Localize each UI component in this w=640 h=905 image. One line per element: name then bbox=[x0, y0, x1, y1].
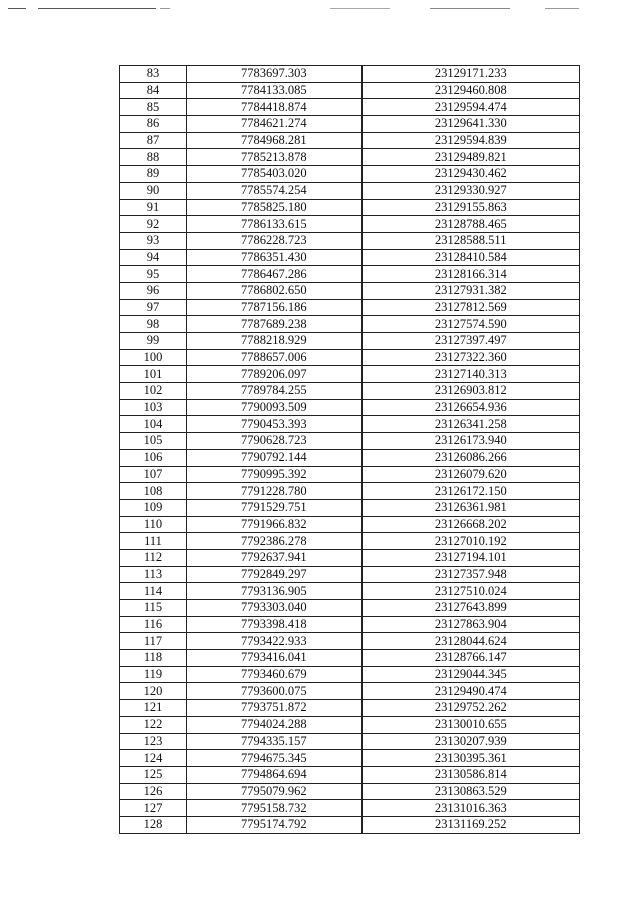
table-row bbox=[120, 166, 580, 183]
y-coordinate-cell: 23131169.252 bbox=[362, 816, 580, 833]
table-row bbox=[120, 766, 580, 783]
point-number-cell: 116 bbox=[120, 616, 187, 633]
y-coordinate-cell: 23129171.233 bbox=[362, 66, 580, 83]
point-number-cell: 89 bbox=[120, 166, 187, 183]
x-coordinate-cell: 7786133.615 bbox=[187, 216, 362, 233]
table-row bbox=[120, 716, 580, 733]
y-coordinate-cell: 23129489.821 bbox=[362, 149, 580, 166]
x-coordinate-cell: 7789206.097 bbox=[187, 366, 362, 383]
point-number-cell: 96 bbox=[120, 282, 187, 299]
x-coordinate-cell: 7790453.393 bbox=[187, 416, 362, 433]
x-coordinate-cell: 7786467.286 bbox=[187, 266, 362, 283]
y-coordinate-cell: 23130863.529 bbox=[362, 783, 580, 800]
point-number-cell: 103 bbox=[120, 399, 187, 416]
x-coordinate-cell: 7793751.872 bbox=[187, 700, 362, 717]
table-row bbox=[120, 683, 580, 700]
point-number-cell: 122 bbox=[120, 716, 187, 733]
x-coordinate-cell: 7792849.297 bbox=[187, 566, 362, 583]
x-coordinate-cell: 7794335.157 bbox=[187, 733, 362, 750]
x-coordinate-cell: 7793416.041 bbox=[187, 650, 362, 667]
table-row bbox=[120, 349, 580, 366]
y-coordinate-cell: 23129490.474 bbox=[362, 683, 580, 700]
x-coordinate-cell: 7788657.006 bbox=[187, 349, 362, 366]
x-coordinate-cell: 7793398.418 bbox=[187, 616, 362, 633]
y-coordinate-cell: 23130586.814 bbox=[362, 766, 580, 783]
y-coordinate-cell: 23127574.590 bbox=[362, 316, 580, 333]
y-coordinate-cell: 23127357.948 bbox=[362, 566, 580, 583]
table-row bbox=[120, 600, 580, 617]
header-rule bbox=[330, 8, 390, 9]
table-row bbox=[120, 99, 580, 116]
table-row bbox=[120, 666, 580, 683]
point-number-cell: 112 bbox=[120, 549, 187, 566]
x-coordinate-cell: 7790093.509 bbox=[187, 399, 362, 416]
point-number-cell: 92 bbox=[120, 216, 187, 233]
point-number-cell: 91 bbox=[120, 199, 187, 216]
y-coordinate-cell: 23127322.360 bbox=[362, 349, 580, 366]
y-coordinate-cell: 23131016.363 bbox=[362, 800, 580, 817]
point-number-cell: 119 bbox=[120, 666, 187, 683]
x-coordinate-cell: 7795079.962 bbox=[187, 783, 362, 800]
table-row bbox=[120, 466, 580, 483]
y-coordinate-cell: 23126903.812 bbox=[362, 383, 580, 400]
x-coordinate-cell: 7793600.075 bbox=[187, 683, 362, 700]
table-row bbox=[120, 616, 580, 633]
y-coordinate-cell: 23127010.192 bbox=[362, 533, 580, 550]
point-number-cell: 86 bbox=[120, 116, 187, 133]
x-coordinate-cell: 7785825.180 bbox=[187, 199, 362, 216]
point-number-cell: 98 bbox=[120, 316, 187, 333]
point-number-cell: 90 bbox=[120, 182, 187, 199]
table-row bbox=[120, 516, 580, 533]
table-row bbox=[120, 232, 580, 249]
y-coordinate-cell: 23127194.101 bbox=[362, 549, 580, 566]
x-coordinate-cell: 7785403.020 bbox=[187, 166, 362, 183]
point-number-cell: 121 bbox=[120, 700, 187, 717]
y-coordinate-cell: 23128410.584 bbox=[362, 249, 580, 266]
point-number-cell: 105 bbox=[120, 433, 187, 450]
header-rule bbox=[8, 8, 26, 9]
table-row bbox=[120, 132, 580, 149]
point-number-cell: 128 bbox=[120, 816, 187, 833]
table-row bbox=[120, 333, 580, 350]
point-number-cell: 83 bbox=[120, 66, 187, 83]
y-coordinate-cell: 23129330.927 bbox=[362, 182, 580, 199]
scan-header-artifact bbox=[0, 0, 640, 20]
x-coordinate-cell: 7789784.255 bbox=[187, 383, 362, 400]
x-coordinate-cell: 7791529.751 bbox=[187, 499, 362, 516]
x-coordinate-cell: 7783697.303 bbox=[187, 66, 362, 83]
y-coordinate-cell: 23129460.808 bbox=[362, 82, 580, 99]
coordinates-table-body bbox=[120, 66, 580, 834]
table-row bbox=[120, 816, 580, 833]
x-coordinate-cell: 7793303.040 bbox=[187, 600, 362, 617]
table-row bbox=[120, 700, 580, 717]
x-coordinate-cell: 7792386.278 bbox=[187, 533, 362, 550]
y-coordinate-cell: 23130395.361 bbox=[362, 750, 580, 767]
x-coordinate-cell: 7787156.186 bbox=[187, 299, 362, 316]
point-number-cell: 93 bbox=[120, 232, 187, 249]
point-number-cell: 99 bbox=[120, 333, 187, 350]
table-row bbox=[120, 399, 580, 416]
table-row bbox=[120, 182, 580, 199]
table-row bbox=[120, 416, 580, 433]
x-coordinate-cell: 7794024.288 bbox=[187, 716, 362, 733]
coordinates-table bbox=[119, 65, 580, 834]
point-number-cell: 101 bbox=[120, 366, 187, 383]
point-number-cell: 118 bbox=[120, 650, 187, 667]
header-rule bbox=[430, 8, 510, 9]
x-coordinate-cell: 7790792.144 bbox=[187, 449, 362, 466]
y-coordinate-cell: 23128788.465 bbox=[362, 216, 580, 233]
header-rule bbox=[160, 8, 170, 9]
y-coordinate-cell: 23129430.462 bbox=[362, 166, 580, 183]
y-coordinate-cell: 23127643.899 bbox=[362, 600, 580, 617]
y-coordinate-cell: 23127397.497 bbox=[362, 333, 580, 350]
point-number-cell: 125 bbox=[120, 766, 187, 783]
point-number-cell: 87 bbox=[120, 132, 187, 149]
header-rule bbox=[545, 8, 579, 9]
point-number-cell: 110 bbox=[120, 516, 187, 533]
point-number-cell: 127 bbox=[120, 800, 187, 817]
y-coordinate-cell: 23129594.839 bbox=[362, 132, 580, 149]
table-row bbox=[120, 549, 580, 566]
y-coordinate-cell: 23127140.313 bbox=[362, 366, 580, 383]
point-number-cell: 113 bbox=[120, 566, 187, 583]
x-coordinate-cell: 7784621.274 bbox=[187, 116, 362, 133]
x-coordinate-cell: 7791966.832 bbox=[187, 516, 362, 533]
x-coordinate-cell: 7786802.650 bbox=[187, 282, 362, 299]
x-coordinate-cell: 7794864.694 bbox=[187, 766, 362, 783]
x-coordinate-cell: 7795158.732 bbox=[187, 800, 362, 817]
table-row bbox=[120, 566, 580, 583]
y-coordinate-cell: 23129155.863 bbox=[362, 199, 580, 216]
x-coordinate-cell: 7793422.933 bbox=[187, 633, 362, 650]
table-row bbox=[120, 483, 580, 500]
point-number-cell: 108 bbox=[120, 483, 187, 500]
x-coordinate-cell: 7787689.238 bbox=[187, 316, 362, 333]
table-row bbox=[120, 366, 580, 383]
point-number-cell: 84 bbox=[120, 82, 187, 99]
table-row bbox=[120, 282, 580, 299]
x-coordinate-cell: 7794675.345 bbox=[187, 750, 362, 767]
y-coordinate-cell: 23128588.511 bbox=[362, 232, 580, 249]
x-coordinate-cell: 7786228.723 bbox=[187, 232, 362, 249]
point-number-cell: 100 bbox=[120, 349, 187, 366]
y-coordinate-cell: 23126668.202 bbox=[362, 516, 580, 533]
y-coordinate-cell: 23130010.655 bbox=[362, 716, 580, 733]
table-row bbox=[120, 783, 580, 800]
table-row bbox=[120, 583, 580, 600]
point-number-cell: 124 bbox=[120, 750, 187, 767]
table-row bbox=[120, 650, 580, 667]
point-number-cell: 117 bbox=[120, 633, 187, 650]
table-row bbox=[120, 249, 580, 266]
x-coordinate-cell: 7788218.929 bbox=[187, 333, 362, 350]
point-number-cell: 104 bbox=[120, 416, 187, 433]
x-coordinate-cell: 7793460.679 bbox=[187, 666, 362, 683]
y-coordinate-cell: 23129594.474 bbox=[362, 99, 580, 116]
table-row bbox=[120, 633, 580, 650]
x-coordinate-cell: 7792637.941 bbox=[187, 549, 362, 566]
x-coordinate-cell: 7793136.905 bbox=[187, 583, 362, 600]
y-coordinate-cell: 23129044.345 bbox=[362, 666, 580, 683]
point-number-cell: 109 bbox=[120, 499, 187, 516]
y-coordinate-cell: 23126173.940 bbox=[362, 433, 580, 450]
table-row bbox=[120, 449, 580, 466]
x-coordinate-cell: 7784968.281 bbox=[187, 132, 362, 149]
y-coordinate-cell: 23126086.266 bbox=[362, 449, 580, 466]
point-number-cell: 107 bbox=[120, 466, 187, 483]
table-row bbox=[120, 800, 580, 817]
y-coordinate-cell: 23126079.620 bbox=[362, 466, 580, 483]
y-coordinate-cell: 23126361.981 bbox=[362, 499, 580, 516]
table-row bbox=[120, 316, 580, 333]
y-coordinate-cell: 23129641.330 bbox=[362, 116, 580, 133]
header-rule bbox=[38, 8, 156, 9]
point-number-cell: 111 bbox=[120, 533, 187, 550]
y-coordinate-cell: 23127863.904 bbox=[362, 616, 580, 633]
table-row bbox=[120, 433, 580, 450]
y-coordinate-cell: 23126172.150 bbox=[362, 483, 580, 500]
table-row bbox=[120, 383, 580, 400]
y-coordinate-cell: 23130207.939 bbox=[362, 733, 580, 750]
table-row bbox=[120, 216, 580, 233]
table-row bbox=[120, 66, 580, 83]
x-coordinate-cell: 7795174.792 bbox=[187, 816, 362, 833]
point-number-cell: 106 bbox=[120, 449, 187, 466]
x-coordinate-cell: 7785574.254 bbox=[187, 182, 362, 199]
table-row bbox=[120, 733, 580, 750]
x-coordinate-cell: 7784133.085 bbox=[187, 82, 362, 99]
y-coordinate-cell: 23129752.262 bbox=[362, 700, 580, 717]
x-coordinate-cell: 7785213.878 bbox=[187, 149, 362, 166]
y-coordinate-cell: 23128166.314 bbox=[362, 266, 580, 283]
table-row bbox=[120, 116, 580, 133]
point-number-cell: 102 bbox=[120, 383, 187, 400]
table-row bbox=[120, 149, 580, 166]
point-number-cell: 126 bbox=[120, 783, 187, 800]
y-coordinate-cell: 23128766.147 bbox=[362, 650, 580, 667]
point-number-cell: 97 bbox=[120, 299, 187, 316]
table-row bbox=[120, 266, 580, 283]
point-number-cell: 94 bbox=[120, 249, 187, 266]
y-coordinate-cell: 23127812.569 bbox=[362, 299, 580, 316]
point-number-cell: 115 bbox=[120, 600, 187, 617]
point-number-cell: 120 bbox=[120, 683, 187, 700]
y-coordinate-cell: 23127510.024 bbox=[362, 583, 580, 600]
table-row bbox=[120, 82, 580, 99]
y-coordinate-cell: 23128044.624 bbox=[362, 633, 580, 650]
table-row bbox=[120, 199, 580, 216]
point-number-cell: 88 bbox=[120, 149, 187, 166]
y-coordinate-cell: 23126654.936 bbox=[362, 399, 580, 416]
x-coordinate-cell: 7790628.723 bbox=[187, 433, 362, 450]
point-number-cell: 114 bbox=[120, 583, 187, 600]
point-number-cell: 85 bbox=[120, 99, 187, 116]
x-coordinate-cell: 7784418.874 bbox=[187, 99, 362, 116]
point-number-cell: 123 bbox=[120, 733, 187, 750]
x-coordinate-cell: 7791228.780 bbox=[187, 483, 362, 500]
table-row bbox=[120, 533, 580, 550]
table-row bbox=[120, 750, 580, 767]
table-row bbox=[120, 499, 580, 516]
table-row bbox=[120, 299, 580, 316]
x-coordinate-cell: 7786351.430 bbox=[187, 249, 362, 266]
point-number-cell: 95 bbox=[120, 266, 187, 283]
x-coordinate-cell: 7790995.392 bbox=[187, 466, 362, 483]
y-coordinate-cell: 23127931.382 bbox=[362, 282, 580, 299]
y-coordinate-cell: 23126341.258 bbox=[362, 416, 580, 433]
